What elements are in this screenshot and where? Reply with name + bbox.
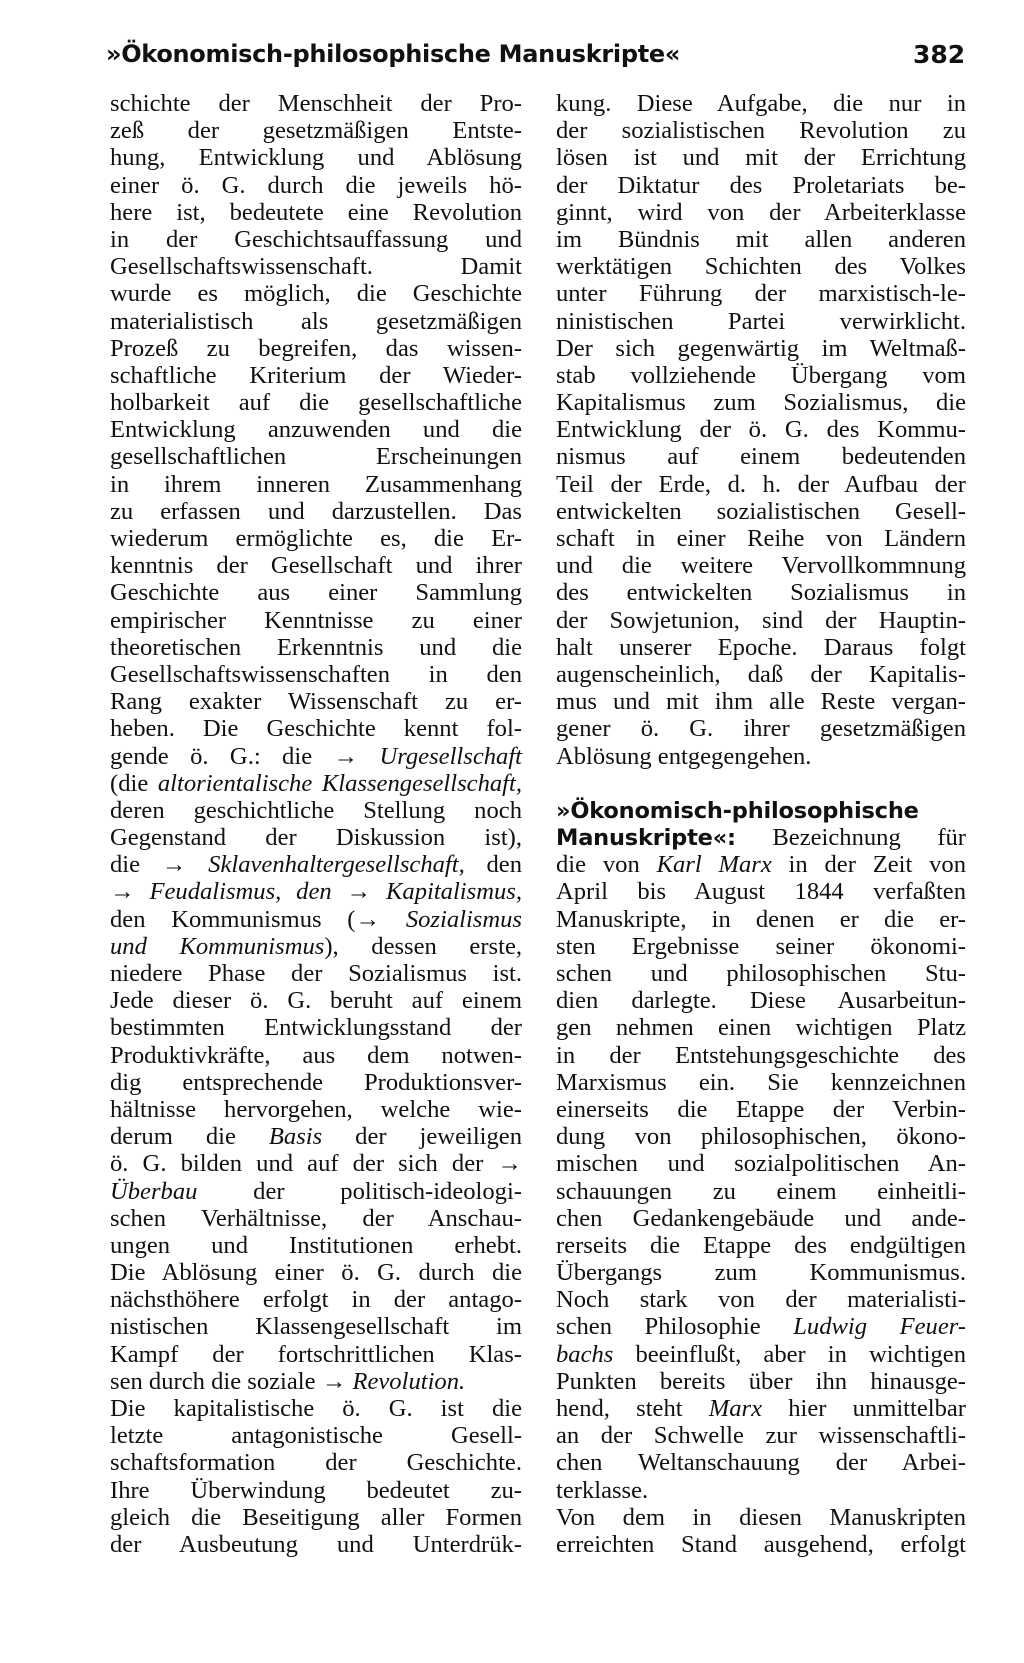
text-line: im Bündnis mit allen anderen <box>556 225 966 253</box>
text-line: und die weitere Vervollkommnung <box>556 552 966 580</box>
text-line <box>556 1395 966 1422</box>
text-line: augenscheinlich, daß der Kapitalis- <box>556 660 966 688</box>
text-line: theoretischen Erkenntnis und die <box>110 633 522 661</box>
text-line: dien darlegte. Diese Ausarbeitun- <box>556 987 966 1015</box>
text-line: erreichten Stand ausgehend, erfolgt <box>556 1530 966 1558</box>
text-run: in der Zeit von <box>771 851 967 879</box>
text-line: ungen und Institutionen erhebt. <box>110 1231 522 1259</box>
text-line: der Sowjetunion, sind der Hauptin- <box>556 606 966 634</box>
text-line <box>110 878 522 905</box>
text-line: Gesellschaftswissenschaft. Damit <box>110 253 522 281</box>
text-line: niedere Phase der Sozialismus ist. <box>110 960 522 987</box>
cross-reference-link[interactable]: Sklavenhaltergesellschaft, <box>208 851 465 879</box>
text-line: Entwicklung der ö. G. des Kommu- <box>556 416 966 444</box>
text-line: nächsthöhere erfolgt in der antago- <box>110 1286 522 1314</box>
text-line: des entwickelten Sozialismus in <box>556 579 966 607</box>
text-line: zeß der gesetzmäßigen Entste- <box>110 117 522 145</box>
cross-reference-link[interactable]: Feudalismus, den → Kapitalismus, <box>149 878 522 906</box>
text-run: sen durch die soziale → <box>110 1367 353 1395</box>
text-line: Von dem in diesen Manuskripten <box>556 1503 966 1531</box>
text-line <box>110 1178 522 1205</box>
text-line: dung von philosophischen, ökono- <box>556 1123 966 1151</box>
text-line: der Ausbeutung und Unterdrük- <box>110 1530 522 1558</box>
text-line: entwickelten sozialistischen Gesell- <box>556 497 966 525</box>
text-line: gesellschaftlichen Erscheinungen <box>110 443 522 471</box>
text-line: wiederum ermöglichte es, die Er- <box>110 525 522 552</box>
text-line: materialistisch als gesetzmäßigen <box>110 307 522 335</box>
text-line <box>110 1123 522 1150</box>
text-line: Noch stark von der materialisti- <box>556 1286 966 1314</box>
text-line: nismus auf einem bedeutenden <box>556 443 966 471</box>
text-run: → <box>110 878 150 906</box>
text-run: ), dessen erste, <box>324 932 523 960</box>
text-line: Gesellschaftswissenschaften in den <box>110 660 522 688</box>
text-line <box>110 1368 522 1395</box>
italic-name: Marx <box>708 1395 763 1422</box>
text-line: Die Ablösung einer ö. G. durch die <box>110 1259 522 1287</box>
text-line: an der Schwelle zur wissenschaftli- <box>556 1422 966 1450</box>
text-line: wurde es möglich, die Geschichte <box>110 280 522 308</box>
text-line: dig entsprechende Produktionsver- <box>110 1068 522 1096</box>
text-line <box>556 1341 966 1368</box>
text-run: schen Philosophie <box>556 1313 794 1341</box>
text-line: nistischen Klassengesellschaft im <box>110 1313 522 1341</box>
text-line: zu erfassen und darzustellen. Das <box>110 497 522 525</box>
cross-reference-link[interactable]: Überbau <box>110 1177 198 1205</box>
text-line: ginnt, wird von der Arbeiterklasse <box>556 198 966 226</box>
italic-name: bachs <box>556 1340 614 1368</box>
text-line: Ihre Überwindung bedeutet zu- <box>110 1476 522 1504</box>
text-run: den Kommunismus (→ <box>110 905 406 933</box>
left-column <box>110 90 522 1558</box>
text-line: kenntnis der Gesellschaft und ihrer <box>110 552 522 580</box>
text-line: Übergangs zum Kommunismus. <box>556 1259 966 1287</box>
right-column <box>556 90 966 1558</box>
text-line: Entwicklung anzuwenden und die <box>110 416 522 444</box>
text-line: Kapitalismus zum Sozialismus, die <box>556 389 966 417</box>
text-line: in ihrem inneren Zusammenhang <box>110 470 522 498</box>
entry-headword <box>556 797 966 824</box>
text-line: Die kapitalistische ö. G. ist die <box>110 1395 522 1422</box>
italic-term: altorientalische Klassengesellschaft, <box>157 769 522 797</box>
text-line: Geschichte aus einer Sammlung <box>110 579 522 607</box>
headword-text: »Ökonomisch-philosophische <box>556 797 919 824</box>
text-run: Bezeichnung für <box>735 824 966 852</box>
text-line: stab vollziehende Übergang vom <box>556 361 966 389</box>
text-line: mischen und sozialpolitischen An- <box>556 1150 966 1178</box>
text-run: die von <box>556 851 657 879</box>
text-line: hältnisse hervorgehen, welche wie- <box>110 1095 522 1123</box>
italic-name: Ludwig Feuer- <box>793 1313 966 1341</box>
headword-text: Manuskripte«: <box>556 825 736 852</box>
cross-reference-link[interactable]: Urgesellschaft <box>379 742 522 770</box>
cross-reference-link[interactable]: Revolution. <box>352 1367 466 1395</box>
text-line: rerseits die Etappe des endgültigen <box>556 1231 966 1259</box>
text-run: hier unmittelbar <box>762 1395 966 1422</box>
text-line: schen und philosophischen Stu- <box>556 960 966 987</box>
text-line: Der sich gegenwärtig im Weltmaß- <box>556 334 966 362</box>
page-number: 382 <box>913 40 966 69</box>
text-run: der politisch-ideologi- <box>197 1177 522 1205</box>
cross-reference-link[interactable]: und Kommunismus <box>110 932 325 960</box>
text-line <box>110 770 522 797</box>
text-line: in der Geschichtsauffassung und <box>110 225 522 253</box>
text-run: die → <box>110 851 209 879</box>
text-line <box>556 851 966 878</box>
text-line: schaft in einer Reihe von Ländern <box>556 525 966 552</box>
text-line: schichte der Menschheit der Pro- <box>110 90 522 117</box>
text-line: Manuskripte, in denen er die er- <box>556 905 966 933</box>
text-line <box>110 933 522 960</box>
text-line: Punkten bereits über ihn hinausge- <box>556 1367 966 1395</box>
text-line: terklasse. <box>556 1476 649 1504</box>
text-line: gleich die Beseitigung aller Formen <box>110 1503 522 1531</box>
text-line: holbarkeit auf die gesellschaftliche <box>110 389 522 417</box>
text-line: lösen ist und mit der Errichtung <box>556 144 966 172</box>
text-line: Kampf der fortschrittlichen Klas- <box>110 1340 522 1368</box>
text-line: unter Führung der marxistisch-le- <box>556 280 966 308</box>
text-line: ö. G. bilden und auf der sich der → <box>110 1150 522 1178</box>
text-line: schaftsformation der Geschichte. <box>110 1449 522 1477</box>
text-line <box>110 851 522 878</box>
text-line: einer ö. G. durch die jeweils hö- <box>110 171 522 199</box>
text-line: schauungen zu einem einheitli- <box>556 1177 966 1205</box>
text-run: der jeweiligen <box>322 1123 522 1151</box>
italic-term: Basis <box>268 1123 323 1151</box>
running-head: »Ökonomisch-philosophische Manuskripte« <box>106 40 681 68</box>
text-line: werktätigen Schichten des Volkes <box>556 253 966 281</box>
text-line: Produktivkräfte, aus dem notwen- <box>110 1041 522 1069</box>
text-run: beeinflußt, aber in wichtigen <box>613 1340 966 1368</box>
text-line: Ablösung entgegengehen. <box>556 742 812 770</box>
text-line: Teil der Erde, d. h. der Aufbau der <box>556 470 966 498</box>
text-run: hend, steht <box>556 1395 709 1422</box>
text-line: der Diktatur des Proletariats be- <box>556 171 966 199</box>
text-run: den <box>464 851 522 879</box>
text-line: gen nehmen einen wichtigen Platz <box>556 1014 966 1042</box>
text-line: schaftliche Kriterium der Wieder- <box>110 361 522 389</box>
text-line: gener ö. G. ihrer gesetzmäßigen <box>556 715 966 743</box>
text-line: chen Gedankengebäude und ande- <box>556 1204 966 1232</box>
text-line: chen Weltanschauung der Arbei- <box>556 1449 966 1477</box>
cross-reference-link[interactable]: Sozialismus <box>405 905 522 933</box>
italic-name: Karl Marx <box>656 851 772 879</box>
text-line: kung. Diese Aufgabe, die nur in <box>556 90 966 117</box>
text-line: Jede dieser ö. G. beruht auf einem <box>110 987 522 1015</box>
text-line: deren geschichtliche Stellung noch <box>110 796 522 824</box>
text-line <box>110 906 522 933</box>
text-line: here ist, bedeutete eine Revolution <box>110 198 522 226</box>
text-line: empirischer Kenntnisse zu einer <box>110 606 522 634</box>
text-run: (die <box>110 769 158 797</box>
text-line <box>110 743 522 770</box>
text-line: letzte antagonistische Gesell- <box>110 1422 522 1450</box>
text-line: mus und mit ihm alle Reste vergan- <box>556 688 966 716</box>
text-line: Gegenstand der Diskussion ist), <box>110 824 522 852</box>
text-line: heben. Die Geschichte kennt fol- <box>110 715 522 743</box>
text-line: ninistischen Partei verwirklicht. <box>556 307 966 335</box>
text-line: Prozeß zu begreifen, das wissen- <box>110 334 522 362</box>
text-line: Marxismus ein. Sie kennzeichnen <box>556 1068 966 1096</box>
text-line: Rang exakter Wissenschaft zu er- <box>110 688 522 716</box>
text-line: April bis August 1844 verfaßten <box>556 878 966 906</box>
text-line: hung, Entwicklung und Ablösung <box>110 144 522 172</box>
text-line: bestimmten Entwicklungsstand der <box>110 1014 522 1042</box>
text-line: sten Ergebnisse seiner ökonomi- <box>556 932 966 960</box>
text-line: halt unserer Epoche. Daraus folgt <box>556 633 966 661</box>
text-line: in der Entstehungsgeschichte des <box>556 1041 966 1069</box>
paragraph-spacer <box>556 770 966 797</box>
text-line <box>556 1313 966 1340</box>
text-line: schen Verhältnisse, der Anschau- <box>110 1204 522 1232</box>
text-run: derum die <box>110 1123 269 1151</box>
text-line: einerseits die Etappe der Verbin- <box>556 1095 966 1123</box>
text-line: der sozialistischen Revolution zu <box>556 117 966 145</box>
text-line <box>556 824 966 851</box>
text-run: gende ö. G.: die → <box>110 742 380 770</box>
